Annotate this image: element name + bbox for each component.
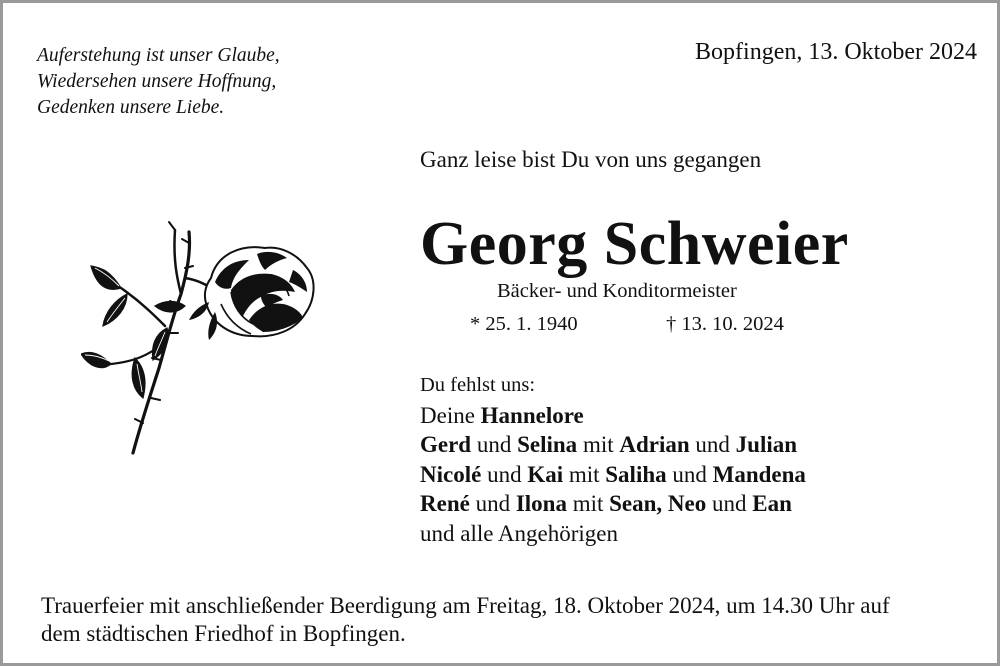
mourners-list	[420, 371, 806, 548]
death-date: † 13. 10. 2024	[666, 313, 784, 335]
mourner-name: Kai	[527, 461, 564, 487]
place-date: Bopfingen, 13. Oktober 2024	[695, 39, 977, 65]
mourners-text: und	[469, 491, 516, 516]
funeral-notice	[41, 592, 991, 648]
mourners-text: Deine	[420, 402, 481, 428]
rose-icon	[81, 208, 331, 498]
funeral-line: dem städtischen Friedhof in Bopfingen.	[41, 621, 406, 646]
mourners-text: und	[666, 461, 713, 487]
intro-text: Ganz leise bist Du von uns gegangen	[420, 147, 762, 172]
mourner-name: Sean, Neo	[609, 491, 707, 516]
mourners-text: und	[706, 491, 753, 516]
mourner-name: Hannelore	[480, 402, 584, 428]
mourner-name: Ean	[752, 491, 792, 516]
mourners-text: und	[471, 432, 518, 457]
mourner-name: Nicolé	[420, 461, 482, 487]
funeral-line: Trauerfeier mit anschließender Beerdigung am Freitag, 18. Oktober 2024, um 14.30 Uhr auf	[41, 593, 890, 618]
mourners-line	[420, 430, 806, 460]
motto-line: Wiedersehen unsere Hoffnung,	[37, 71, 277, 92]
mourners-text: und	[689, 432, 736, 457]
motto	[37, 43, 280, 121]
mourner-name: Ilona	[515, 491, 567, 516]
mourners-intro: Du fehlst uns:	[420, 374, 536, 396]
mourner-name: Gerd	[420, 432, 472, 457]
mourners-text: mit	[566, 491, 610, 516]
mourners-line	[420, 489, 806, 519]
mourner-name: Selina	[517, 432, 578, 457]
mourner-name: Adrian	[619, 432, 690, 457]
birth-date: * 25. 1. 1940	[470, 313, 578, 335]
mourner-name: René	[420, 491, 470, 516]
mourners-text: mit	[577, 432, 620, 457]
mourners-line	[420, 401, 806, 431]
mourners-closing: und alle Angehörigen	[420, 520, 619, 546]
mourners-text: und	[481, 461, 528, 487]
motto-line: Auferstehung ist unser Glaube,	[37, 45, 280, 66]
mourner-name: Saliha	[605, 461, 667, 487]
mourners-line	[420, 460, 806, 490]
deceased-name: Georg Schweier	[420, 210, 849, 278]
deceased-profession: Bäcker- und Konditormeister	[497, 280, 737, 302]
mourner-name: Mandena	[712, 461, 806, 487]
mourner-name: Julian	[735, 432, 798, 457]
mourners-text: mit	[563, 461, 606, 487]
motto-line: Gedenken unsere Liebe.	[37, 97, 225, 118]
